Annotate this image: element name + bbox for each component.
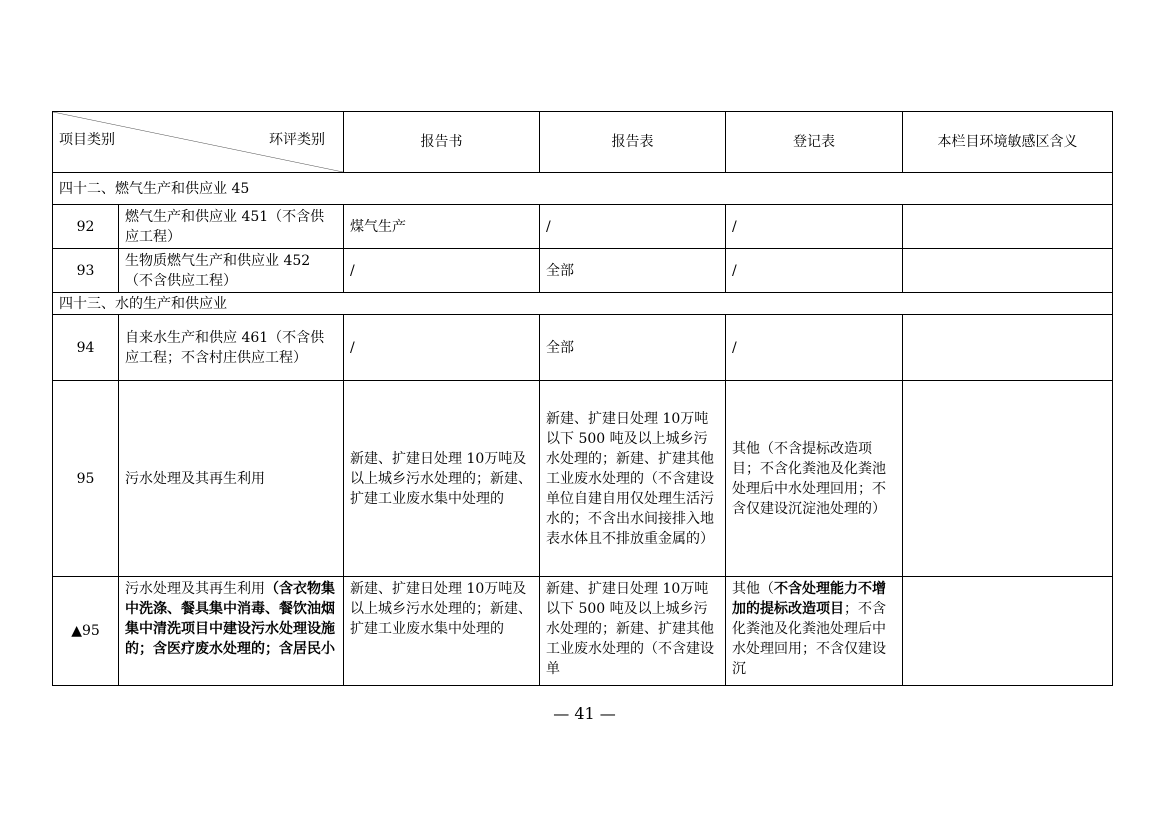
- row-sensitive: [903, 315, 1113, 381]
- row-report-book: /: [344, 249, 540, 293]
- row-report-form: 全部: [540, 249, 726, 293]
- page-number: — 41 —: [553, 704, 616, 723]
- row-report-form: 全部: [540, 315, 726, 381]
- table-row: [53, 381, 1113, 577]
- section-row: [53, 293, 1113, 315]
- row-project-name: [119, 577, 344, 686]
- row-registration: /: [726, 205, 903, 249]
- row-registration: /: [726, 315, 903, 381]
- row-number: 94: [53, 315, 119, 381]
- row-report-form: 新建、扩建日处理 10万吨以下 500 吨及以上城乡污水处理的；新建、扩建其他工业废水处理的（不含建设单位自建自用仅处理生活污水的；不含出水间接排入地表水体且不排放重金属的）: [540, 381, 726, 577]
- row-project-name: 生物质燃气生产和供应业 452（不含供应工程）: [119, 249, 344, 293]
- row-registration: /: [726, 249, 903, 293]
- row-number: 92: [53, 205, 119, 249]
- header-report-form: 报告表: [540, 112, 726, 173]
- row-report-form: /: [540, 205, 726, 249]
- row-report-book: 新建、扩建日处理 10万吨及以上城乡污水处理的；新建、扩建工业废水集中处理的: [344, 381, 540, 577]
- section-row: [53, 173, 1113, 205]
- row-report-book: 新建、扩建日处理 10万吨及以上城乡污水处理的；新建、扩建工业废水集中处理的: [344, 577, 540, 686]
- header-report-book: 报告书: [344, 112, 540, 173]
- table-row: [53, 315, 1113, 381]
- row-sensitive: [903, 577, 1113, 686]
- row-sensitive: [903, 381, 1113, 577]
- row-number: ▲95: [53, 577, 119, 686]
- header-eia-category: 环评类别: [269, 132, 325, 148]
- row-registration: 其他（不含提标改造项目；不含化粪池及化粪池处理后中水处理回用；不含仅建设沉淀池处理的）: [726, 381, 903, 577]
- table-header-row: [53, 112, 1113, 173]
- section-title: 四十三、水的生产和供应业: [53, 293, 1113, 315]
- row-project-name: 污水处理及其再生利用: [119, 381, 344, 577]
- row-sensitive: [903, 249, 1113, 293]
- row-report-form: 新建、扩建日处理 10万吨以下 500 吨及以上城乡污水处理的；新建、扩建其他工业废水处理的（不含建设单: [540, 577, 726, 686]
- registration-normal-2: ；不含化粪池及化粪池处理后中水处理回用；不含仅建设沉: [732, 601, 886, 677]
- row-report-book: 煤气生产: [344, 205, 540, 249]
- row-number: 95: [53, 381, 119, 577]
- row-number: 93: [53, 249, 119, 293]
- row-registration: [726, 577, 903, 686]
- header-project-category: 项目类别: [59, 132, 115, 148]
- header-sensitive-area: 本栏目环境敏感区含义: [903, 112, 1113, 173]
- diagonal-header-cell: [53, 112, 344, 173]
- project-name-bold: （含衣物集中洗涤、餐具集中消毒、餐饮油烟集中清洗项目中建设污水处理设施的；含医疗废水处理的；含居民小: [125, 581, 335, 657]
- header-registration-form: 登记表: [726, 112, 903, 173]
- registration-bold: 不含处理能力不增加的提标改造项目: [732, 581, 886, 617]
- table-row: [53, 577, 1113, 686]
- classification-table: [52, 111, 1112, 686]
- table-row: [53, 205, 1113, 249]
- row-project-name: 自来水生产和供应 461（不含供应工程；不含村庄供应工程）: [119, 315, 344, 381]
- registration-normal: 其他（: [732, 581, 774, 597]
- row-sensitive: [903, 205, 1113, 249]
- project-name-normal: 污水处理及其再生利用: [125, 581, 265, 597]
- table-row: [53, 249, 1113, 293]
- section-title: 四十二、燃气生产和供应业 45: [53, 173, 1113, 205]
- row-project-name: 燃气生产和供应业 451（不含供应工程）: [119, 205, 344, 249]
- row-report-book: /: [344, 315, 540, 381]
